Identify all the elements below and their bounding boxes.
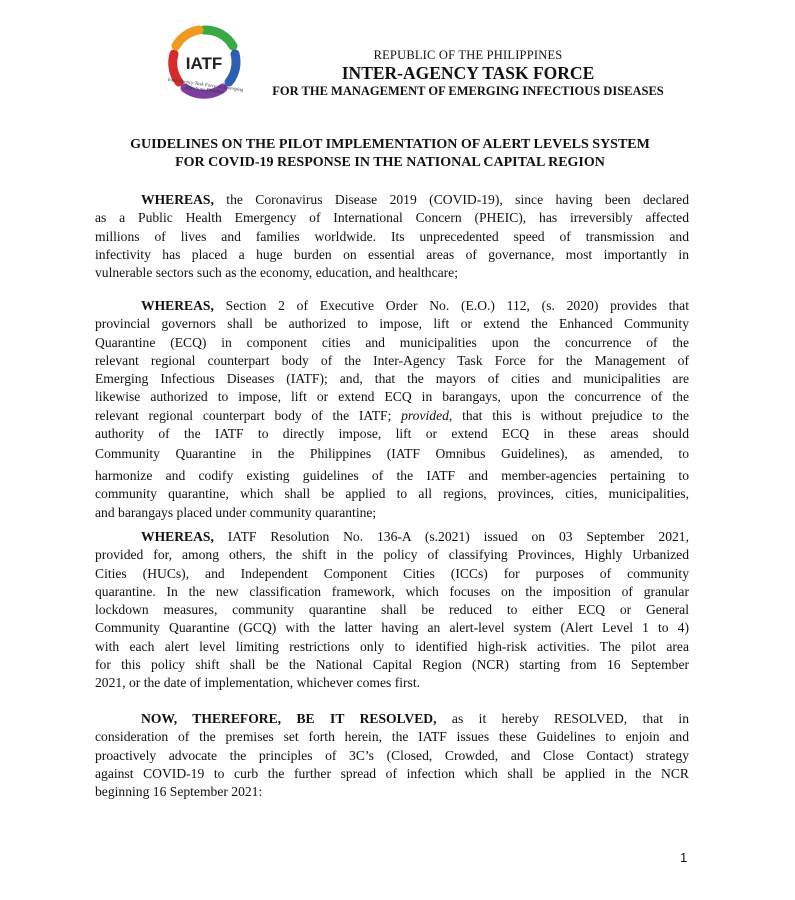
paragraph-continuation-body: harmonize and codify existing guidelines of the IATF and member-agencies pertaining to community quarantine, which shall be applied to all regions, provinces, cities, municipalities, and barangays placed under community quarantine; xyxy=(95,468,689,520)
header-subtitle: FOR THE MANAGEMENT OF EMERGING INFECTIOUS DISEASES xyxy=(272,84,664,98)
resolved-lead: NOW, THEREFORE, BE IT RESOLVED, xyxy=(141,711,437,726)
paragraph-resolved: NOW, THEREFORE, BE IT RESOLVED, as it hereby RESOLVED, that in consideration of the premises set forth herein, the IATF issues these Guidelines to enjoin and proactively advocate the principles of 3C’s (Closed, Crowded, and Close Contact) strategy against COVID-19 to curb the further spread of infection which shall be applied in the NCR beginning 16 September 2021: xyxy=(95,711,689,800)
document-title-line-2: FOR COVID-19 RESPONSE IN THE NATIONAL CAPITAL REGION xyxy=(175,155,605,170)
iatf-logo xyxy=(163,24,245,110)
paragraph-continuation: Community Quarantine in the Philippines (IATF Omnibus Guidelines), as amended, to xyxy=(95,446,689,461)
paragraph-whereas-1: WHEREAS, the Coronavirus Disease 2019 (COVID-19), since having been declared as a Public Health Emergency of International Concern (PHEIC), has irreversibly affected millions of lives and families worldwide. Its unprecedented speed of transmission and infectivity has placed a huge burden on essential areas of governance, most importantly in vulnerable sectors such as the economy, education, and healthcare; xyxy=(95,192,689,281)
header-republic: REPUBLIC OF THE PHILIPPINES xyxy=(373,48,563,62)
whereas-lead: WHEREAS, xyxy=(141,529,214,544)
document-title-line-1: GUIDELINES ON THE PILOT IMPLEMENTATION OF ALERT LEVELS SYSTEM xyxy=(130,137,650,152)
logo-caption: Inter-Agency Task Force on Emerging Infectious Diseases xyxy=(167,77,244,96)
whereas-lead: WHEREAS, xyxy=(141,298,214,313)
paragraph-whereas-3: WHEREAS, IATF Resolution No. 136-A (s.2021) issued on 03 September 2021, provided for, among others, the shift in the policy of classifying Provinces, Highly Urbanized Cities (HUCs), and Independent Component Cities (ICCs) for purposes of community quarantine. In the new classification framework, which focuses on the imposition of granular lockdown measures, community quarantine shall be reduced to either ECQ or General Community Quarantine (GCQ) with the latter having an alert-level system (Alert Level 1 to 4) with each alert level limiting restrictions only to identified high-risk activities. The pilot area for this policy shift shall be the National Capital Region (NCR) starting from 16 September 2021, or the date of implementation, whichever comes first. xyxy=(95,529,689,691)
whereas-lead: WHEREAS, xyxy=(141,192,214,207)
header-agency: INTER-AGENCY TASK FORCE xyxy=(341,63,595,83)
paragraph-whereas-2: WHEREAS, Section 2 of Executive Order No. (E.O.) 112, (s. 2020) provides that provincial governors shall be authorized to impose, lift or extend the Enhanced Community Quarantine (ECQ) in component cities and municipalities upon the concurrence of the relevant regional counterpart body of the Inter-Agency Task Force for the Management of Emerging Infectious Diseases (IATF); and, that the mayors of cities and municipalities are likewise authorized to impose, lift or extend ECQ in barangays, upon the concurrence of the relevant regional counterpart body of the IATF; provided, that this is without prejudice to the authority of the IATF to directly impose, lift or extend ECQ in these areas should xyxy=(95,298,689,442)
page-number: 1 xyxy=(680,850,688,865)
svg-text:IATF: IATF xyxy=(185,54,223,73)
